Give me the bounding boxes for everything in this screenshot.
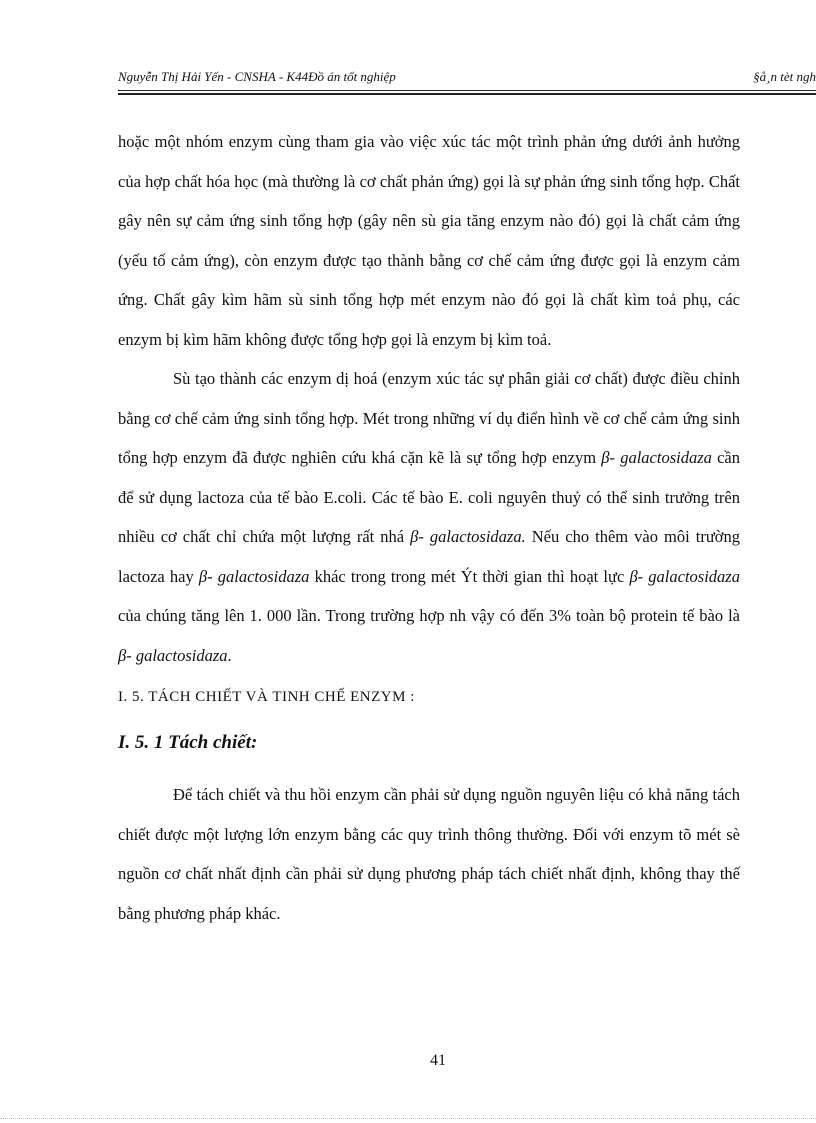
paragraph-ecoli-example <box>118 359 740 675</box>
page-header <box>118 68 816 92</box>
text-run: của chúng tăng lên 1. 000 lần. Trong trường hợp nh vậy có đến 3% toàn bộ protein tế bào là <box>118 606 740 625</box>
header-rule-thick <box>118 93 816 95</box>
page-number: 41 <box>430 1052 446 1069</box>
paragraph-extraction: Để tách chiết và thu hồi enzym cần phải sử dụng nguồn nguyên liệu có khả năng tách chiết được một lượng lớn enzym bằng các quy trình thông thường. Đối với enzym tõ mét sè nguồn cơ chất nhất định cần phải sử dụng phương pháp tách chiết nhất định, không thay thế bằng phương pháp khác. <box>118 785 740 923</box>
beta-galactosidase-term: β- galactosidaza. <box>410 527 526 546</box>
beta-galactosidase-term: β- galactosidaza <box>118 645 228 665</box>
subsection-heading: I. 5. 1 Tách chiết: <box>118 732 258 753</box>
header-author-title: Nguyễn Thị Hải Yến - CNSHA - K44Đồ án tốt nghiệp <box>118 69 396 84</box>
text-run: khác trong trong mét Ýt thời gian thì hoạt lực <box>309 566 630 586</box>
text-run: Sù tạo thành các enzym dị hoá (enzym xúc tác sự phân giải cơ chất) được điều chỉnh bằng cơ chế cảm ứng sinh tổng hợp. Mét trong những ví dụ điển hình về cơ chế cảm ứng sinh tổng hợp enzym đã được nghiên cứu khá cặn kẽ là sự tổng hợp enzym <box>118 369 740 467</box>
section-heading: I. 5. TÁCH CHIẾT VÀ TINH CHẾ ENZYM : <box>118 689 415 705</box>
header-right-text: §å¸n tèt ngh <box>753 69 816 84</box>
beta-galactosidase-term: β- galactosidaza <box>198 566 310 586</box>
body-content <box>118 122 740 933</box>
paragraph-induction-definition: hoặc một nhóm enzym cùng tham gia vào việc xúc tác một trình phản ứng dưới ảnh hưởng của hợp chất hóa học (mà thường là cơ chất phản ứng) gọi là sự phản ứng sinh tổng hợp. Chất gây nên sự cảm ứng sinh tổng hợp (gây nên sù gia tăng enzym nào đó) gọi là chất cảm ứng (yếu tố cảm ứng), còn enzym được tạo thành bằng cơ chế cảm ứng được gọi là enzym cảm ứng. Chất gây kìm hãm sù sinh tổng hợp mét enzym nào đó gọi là chất kìm toả phụ, các enzym bị kìm hãm không được tổng hợp gọi là enzym bị kìm toả. <box>118 132 740 349</box>
beta-galactosidase-term: β- galactosidaza <box>629 566 740 586</box>
beta-galactosidase-term: β- galactosidaza <box>601 448 712 467</box>
text-run: . <box>227 645 232 665</box>
text-run: cần để sử dụng lactoza của tế bào E.coli. Các tế bào E. coli nguyên thuỷ có thể sinh trưởng trên nhiều cơ chất chỉ chứa một lượng rất nhá <box>118 448 740 546</box>
page-bottom-border <box>0 1118 816 1119</box>
text-run: Nếu cho thêm vào môi trường lactoza hay <box>118 527 740 586</box>
header-rule-thin <box>118 90 816 91</box>
